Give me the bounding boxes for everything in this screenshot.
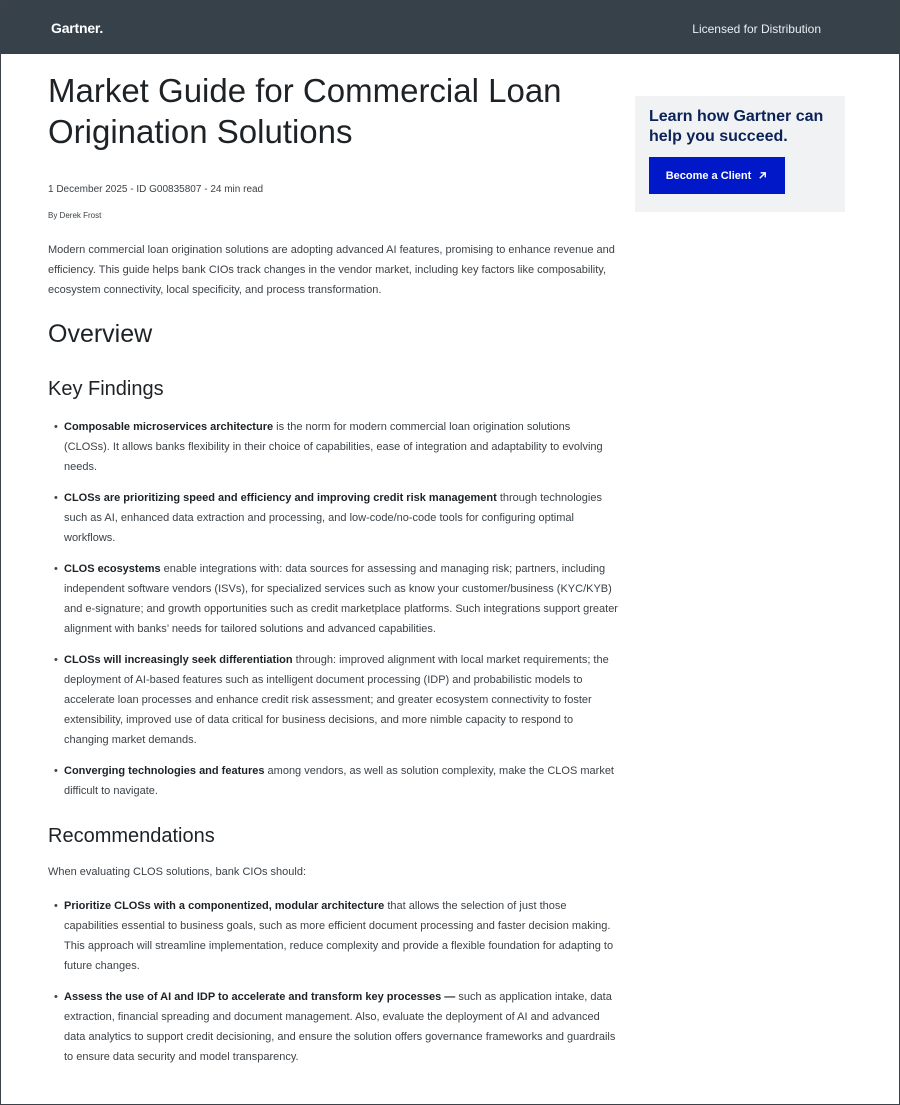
list-item: [48, 650, 618, 750]
page-title: Market Guide for Commercial Loan Origination Solutions: [48, 72, 562, 150]
finding-bold: CLOSs will increasingly seek differentiation: [64, 654, 293, 666]
article-meta: 1 December 2025 - ID G00835807 - 24 min read: [48, 184, 264, 195]
finding-text: enable integrations with: data sources for assessing and managing risk; partners, including independent software vendors (ISVs), for specialized services such as know your customer/business (KYC/KYB) and e-signature; and growth opportunities such as credit marketplace platforms. Such integrations support greater alignment with banks’ needs for tailored solutions and advanced capabilities.: [64, 563, 618, 635]
bullet-icon: •: [54, 492, 58, 504]
author-byline: By Derek Frost: [48, 211, 102, 220]
cta-title: Learn how Gartner can help you succeed.: [649, 108, 824, 145]
recommendation-text: that allows the selection of just those capabilities essential to business goals, such as more efficient document processing and faster decision making. This approach will streamline implementation, reduce complexity and provide a flexible foundation for adapting to future changes.: [64, 900, 614, 972]
list-item: [48, 761, 618, 801]
button-label: Become a Client: [665, 169, 752, 182]
list-item: [48, 987, 618, 1067]
top-bar: [1, 1, 899, 54]
finding-text: among vendors, as well as solution complexity, make the CLOS market difficult to navigate.: [64, 765, 614, 797]
article: [48, 70, 618, 1078]
article-summary: Modern commercial loan origination solutions are adopting advanced AI features, promising to enhance revenue and efficiency. This guide helps bank CIOs track changes in the vendor market, including key factors like composability, ecosystem connectivity, local specificity, and process transformation.: [48, 244, 615, 296]
key-findings-list: [48, 417, 618, 801]
recommendations-intro: When evaluating CLOS solutions, bank CIOs should:: [48, 866, 307, 878]
bullet-icon: •: [54, 421, 58, 433]
finding-bold: Composable microservices architecture: [64, 421, 274, 433]
licensed-label: Licensed for Distribution: [692, 22, 821, 36]
recommendation-bold: Assess the use of AI and IDP to accelerate and transform key processes —: [64, 991, 456, 1003]
recommendation-bold: Prioritize CLOSs with a componentized, modular architecture: [64, 900, 385, 912]
recommendation-text: such as application intake, data extraction, financial spreading and document management. Also, evaluate the deployment of AI and advanced data analytics to support credit decisioning, and ensure the solution offers governance frameworks and guardrails to ensure data security and model transparency.: [64, 991, 616, 1063]
become-a-client-button[interactable]: [649, 157, 785, 194]
finding-text: through: improved alignment with local market requirements; the deployment of AI-based features such as intelligent document processing (IDP) and probabilistic models to accelerate loan processes and enhance credit risk assessment; and greater ecosystem connectivity to foster extensibility, improved use of data critical for business decisions, and more nimble capacity to respond to changing market demands.: [64, 654, 609, 746]
bullet-icon: •: [54, 991, 58, 1003]
finding-text: through technologies such as AI, enhanced data extraction and processing, and low-code/no-code tools for configuring optimal workflows.: [64, 492, 602, 544]
finding-bold: Converging technologies and features: [64, 765, 265, 777]
bullet-icon: •: [54, 765, 58, 777]
overview-heading: Overview: [48, 320, 153, 348]
list-item: [48, 559, 618, 639]
list-item: [48, 896, 618, 976]
finding-bold: CLOSs are prioritizing speed and efficiency and improving credit risk management: [64, 492, 497, 504]
finding-text: is the norm for modern commercial loan origination solutions (CLOSs). It allows banks flexibility in their choice of capabilities, ease of integration and adaptability to evolving needs.: [64, 421, 603, 473]
bullet-icon: •: [54, 654, 58, 666]
bullet-icon: •: [54, 563, 58, 575]
bullet-icon: •: [54, 900, 58, 912]
cta-panel: [635, 96, 845, 212]
finding-bold: CLOS ecosystems: [64, 563, 161, 575]
key-findings-heading: Key Findings: [48, 378, 164, 400]
recommendations-heading: Recommendations: [48, 825, 215, 847]
list-item: [48, 417, 618, 477]
recommendations-list: [48, 896, 618, 1067]
list-item: [48, 488, 618, 548]
arrow-up-right-icon: [757, 170, 768, 181]
gartner-logo[interactable]: Gartner.: [51, 20, 104, 36]
